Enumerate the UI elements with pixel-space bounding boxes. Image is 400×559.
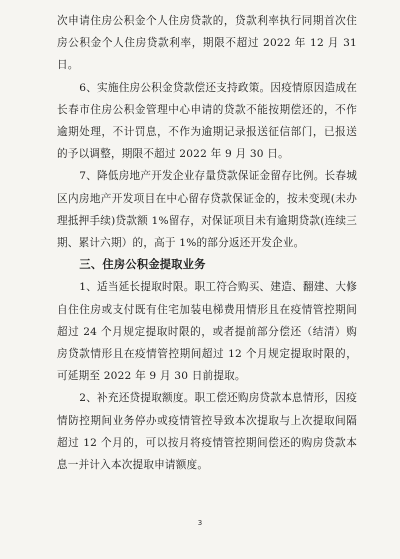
document-body: [57, 10, 357, 476]
page-number: 3: [197, 519, 203, 527]
paragraph-item-7: 7、降低房地产开发企业存量贷款保证金留存比例。长春城区内房地产开发项目在中心留存贷款保证金的，按未变现(未办理抵押手续)贷款额 1%留存，对保证项目未有逾期贷款(连续三期、累计六期）的，高于 1%的部分返还开发企业。: [57, 170, 357, 250]
paragraph-withdrawal-item-1: 1、适当延长提取时限。职工符合购买、建造、翻建、大修自住住房或支付既有住宅加装电梯费用情形且在疫情管控期间超过 24 个月规定提取时限的，或者提前部分偿还（结清）购房贷款情形且在疫情管控期间超过 12 个月规定提取时限的，可延期至 2022 年 9 月 30 日前提取。: [57, 281, 357, 383]
paragraph-item-6: 6、实施住房公积金贷款偿还支持政策。因疫情原因造成在长春市住房公积金管理中心申请的贷款不能按期偿还的，不作逾期处理，不计罚息，不作为逾期记录报送征信部门，已报送的予以调整，期限不超过 2022 年 9 月 30 日。: [57, 81, 357, 161]
section-heading-withdrawal: 三、住房公积金提取业务: [79, 258, 206, 272]
paragraph-withdrawal-item-2: 2、补充还贷提取额度。职工偿还购房贷款本息情形，因疫情防控期间业务停办或疫情管控导致本次提取与上次提取间隔超过 12 个月的，可以按月将疫情管控期间偿还的购房贷款本息一并计入本次提取申请额度。: [57, 392, 357, 472]
paragraph-loan-rate-continuation: 次申请住房公积金个人住房贷款的，贷款利率执行同期首次住房公积金个人住房贷款利率，期限不超过 2022 年 12 月 31 日。: [57, 15, 357, 72]
